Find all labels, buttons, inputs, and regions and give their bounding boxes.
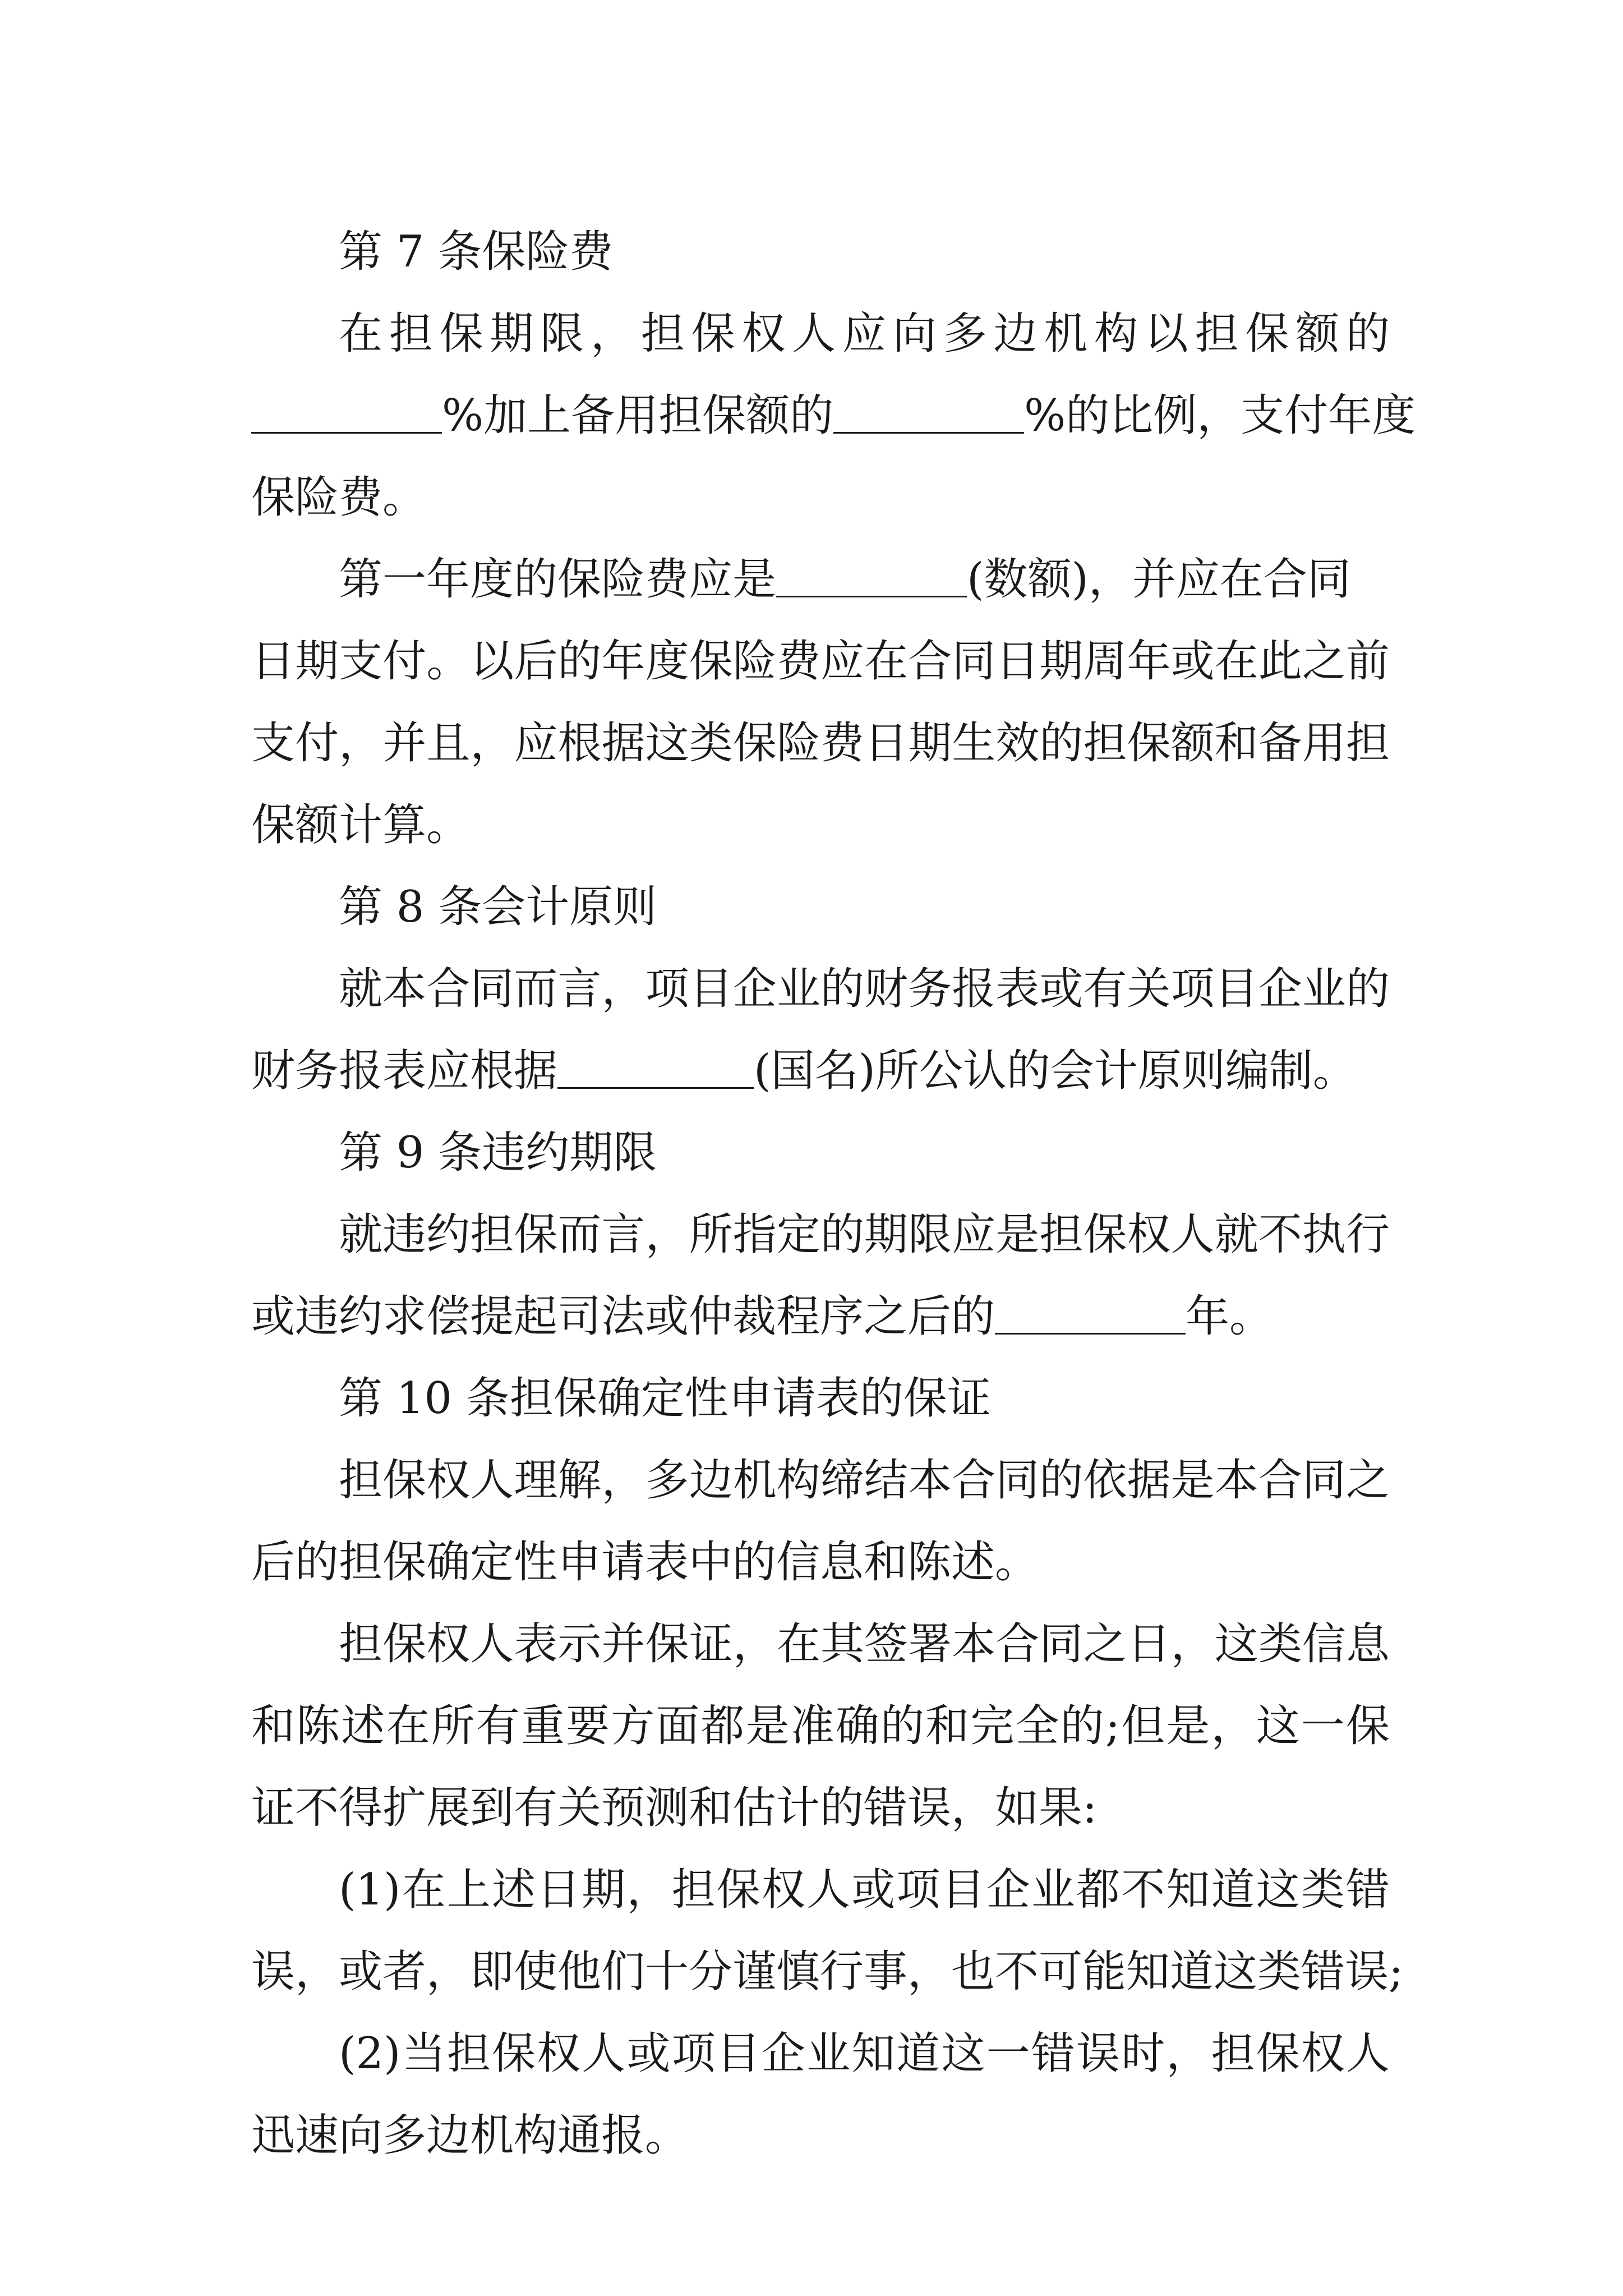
text-segment: 或违约求偿提起司法或仲裁程序之后的 (251, 1291, 995, 1342)
article-8-paragraph-1-line-1: 就本合同而言，项目企业的财务报表或有关项目企业的 (339, 964, 1390, 1014)
text-segment: (国名)所公认的会计原则编制。 (754, 1046, 1357, 1096)
article-7-heading: 第 7 条保险费 (339, 227, 614, 277)
blank-fill-line[interactable] (833, 393, 1024, 434)
article-10-paragraph-1-line-2: 后的担保确定性申请表中的信息和陈述。 (251, 1537, 1039, 1588)
article-7-paragraph-1-line-3: 保险费。 (251, 472, 427, 523)
text-segment: 年。 (1186, 1291, 1274, 1342)
article-9-heading: 第 9 条违约期限 (339, 1128, 657, 1178)
article-9-paragraph-1-line-2 (251, 1276, 1390, 1358)
article-7-paragraph-2-line-2: 日期支付。以后的年度保险费应在合同日期周年或在此之前 (251, 636, 1390, 687)
article-10-paragraph-4-line-2: 迅速向多边机构通报。 (251, 2110, 689, 2161)
article-8-heading: 第 8 条会计原则 (339, 882, 657, 932)
article-7-paragraph-2-line-4: 保额计算。 (251, 800, 471, 850)
article-7-paragraph-1-line-1: 在担保期限，担保权人应向多边机构以担保额的 (339, 309, 1390, 359)
blank-fill-line[interactable] (557, 1048, 754, 1089)
article-7-paragraph-1-line-2 (251, 375, 1416, 457)
article-10-paragraph-2-line-1: 担保权人表示并保证，在其签署本合同之日，这类信息 (339, 1619, 1390, 1669)
article-10-paragraph-2-line-2: 和陈述在所有重要方面都是准确的和完全的;但是，这一保 (251, 1701, 1390, 1751)
blank-fill-line[interactable] (251, 393, 442, 434)
blank-fill-line[interactable] (995, 1294, 1186, 1335)
article-10-paragraph-2-line-3: 证不得扩展到有关预测和估计的错误，如果: (251, 1783, 1098, 1833)
article-8-paragraph-1-line-2 (251, 1030, 1390, 1112)
text-segment: %的比例，支付年度 (1024, 390, 1416, 441)
blank-fill-line[interactable] (776, 556, 967, 597)
article-7-paragraph-2-line-3: 支付，并且，应根据这类保险费日期生效的担保额和备用担 (251, 718, 1390, 769)
article-10-paragraph-3-line-1: (1)在上述日期，担保权人或项目企业都不知道这类错 (339, 1865, 1390, 1915)
document-body (251, 211, 1416, 2177)
article-10-heading: 第 10 条担保确定性申请表的保证 (339, 1373, 991, 1424)
text-segment: (数额)，并应在合同 (967, 554, 1351, 605)
text-segment: 第一年度的保险费应是 (339, 554, 777, 605)
article-9-paragraph-1-line-1: 就违约担保而言，所指定的期限应是担保权人就不执行 (339, 1209, 1390, 1260)
article-7-paragraph-2-line-1 (251, 539, 1390, 620)
article-10-paragraph-1-line-1: 担保权人理解，多边机构缔结本合同的依据是本合同之 (339, 1455, 1390, 1506)
article-10-paragraph-3-line-2: 误，或者，即使他们十分谨慎行事，也不可能知道这类错误; (251, 1947, 1404, 1997)
text-segment: %加上备用担保额的 (442, 390, 834, 441)
text-segment: 财务报表应根据 (251, 1046, 558, 1096)
article-10-paragraph-4-line-1: (2)当担保权人或项目企业知道这一错误时，担保权人 (339, 2028, 1390, 2079)
